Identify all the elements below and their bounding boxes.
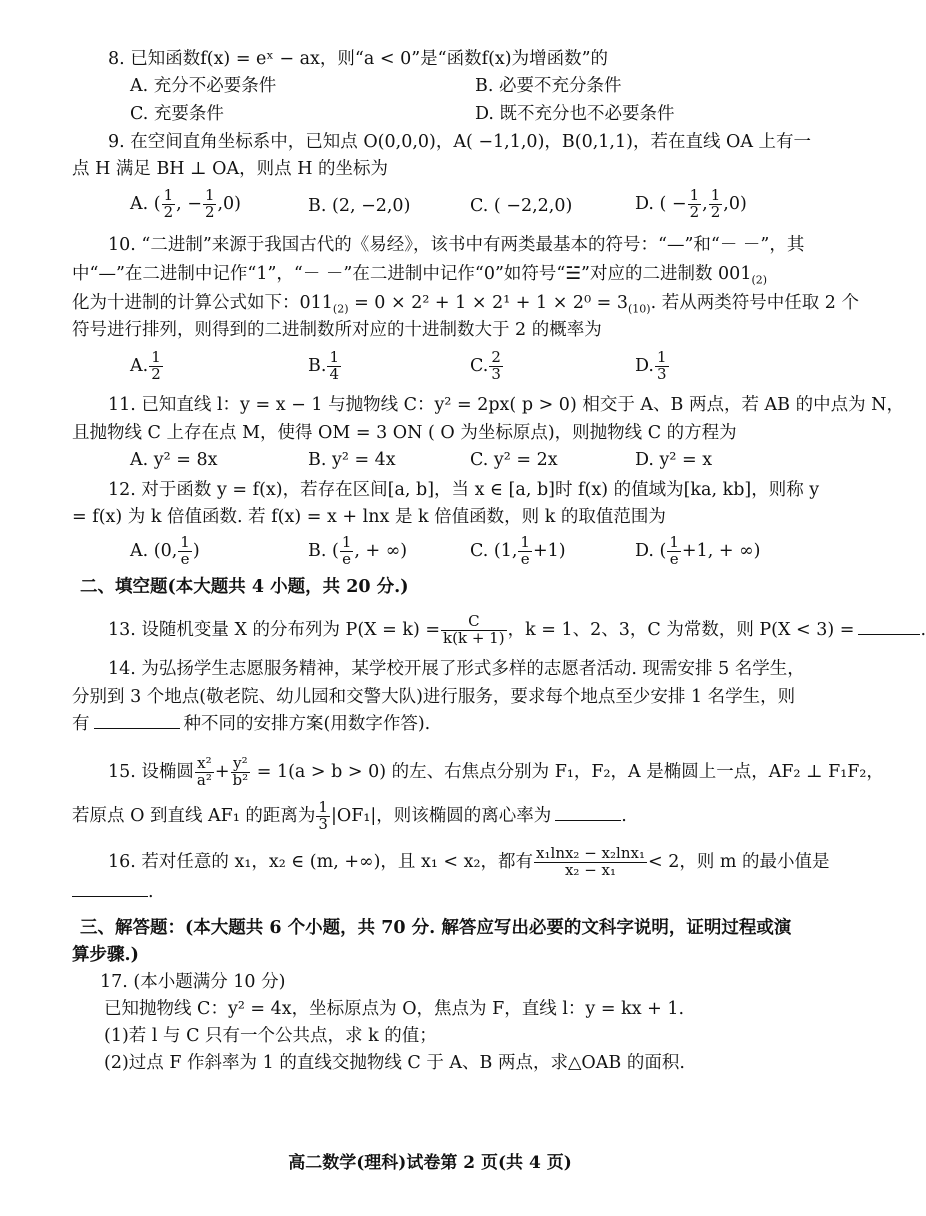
q11-option-b: B. y² = 4x — [308, 450, 396, 470]
q9-line1: 9. 在空间直角坐标系中，已知点 O(0,0,0)，A( −1,1,0)，B(0,1,1)，若在直线 OA 上有一 — [108, 132, 812, 152]
q13-answer-blank — [858, 616, 920, 635]
section-3-line2: 算步骤.) — [72, 945, 139, 965]
q16-frac-num: x₁lnx₂ − x₂lnx₁ — [536, 844, 645, 862]
q15-line2: 若原点 O 到直线 AF₁ 的距离为 $\frac{1}{3}$ |OF₁|，则该椭圆的离心率为 . — [72, 798, 627, 833]
q13-frac-den: k(k + 1) — [443, 628, 505, 647]
q16-line2: . — [72, 878, 154, 905]
q14-line3-a: 有 — [72, 714, 90, 734]
q10-option-b: B. $\frac{1}{4}$ — [308, 348, 339, 383]
q13: 13. 设随机变量 X 的分布列为 P(X = k) = $\frac{C}{k(k + 1)}$ ，k = 1、2、3，C 为常数，则 P(X < 3) = . — [108, 612, 926, 647]
q12-option-b: B. ( $\frac{1}{e}$ , + ∞) — [308, 533, 408, 568]
q9-option-b: B. (2, −2,0) — [308, 196, 411, 216]
q10-option-c: C. $\frac{2}{3}$ — [470, 348, 501, 383]
q10-line2-sub: (2) — [751, 273, 768, 287]
q10-line1: 10. “二进制”来源于我国古代的《易经》，该书中有两类最基本的符号：“—”和“－ －”，其 — [108, 235, 805, 255]
q8-option-a: A. 充分不必要条件 — [130, 76, 277, 96]
q15-text-b: = 1(a > b > 0) 的左、右焦点分别为 F₁，F₂，A 是椭圆上一点，AF₂ ⊥ F₁F₂， — [251, 761, 884, 782]
q10-option-d: D. $\frac{1}{3}$ — [635, 348, 667, 383]
q9-line2: 点 H 满足 BH ⊥ OA，则点 H 的坐标为 — [72, 159, 389, 179]
q15-text-d: |OF₁|，则该椭圆的离心率为 — [330, 805, 552, 826]
q11-line2: 且抛物线 C 上存在点 M，使得 OM = 3 ON ( O 为坐标原点)，则抛物线 C 的方程为 — [72, 423, 737, 443]
q13-frac-num: C — [441, 614, 507, 631]
q15-text-c: 若原点 O 到直线 AF₁ 的距离为 — [72, 805, 316, 826]
q10-option-a: A. $\frac{1}{2}$ — [130, 348, 161, 383]
q10-line2-text: 中“—”在二进制中记作“1”，“－ －”在二进制中记作“0”如符号“☱”对应的二进制数 001 — [72, 264, 752, 284]
q8-option-b: B. 必要不充分条件 — [475, 76, 622, 96]
q14-answer-blank — [94, 710, 180, 729]
q11-line1: 11. 已知直线 l：y = x − 1 与抛物线 C：y² = 2px( p > 0) 相交于 A、B 两点，若 AB 的中点为 N， — [108, 395, 904, 415]
q17-title: 17. (本小题满分 10 分) — [100, 972, 286, 992]
q14-line3 — [72, 710, 430, 737]
q16-answer-blank — [72, 878, 148, 897]
q13-text-b: ，k = 1、2、3，C 为常数，则 P(X < 3) = — [507, 619, 855, 640]
q16-text-a: 16. 若对任意的 x₁，x₂ ∈ (m, +∞)，且 x₁ < x₂，都有 — [108, 851, 534, 872]
q17-stem: 已知抛物线 C：y² = 4x，坐标原点为 O，焦点为 F，直线 l：y = kx + 1. — [104, 999, 685, 1019]
q9-option-a: A. ( $\frac{1}{2}$ , − $\frac{1}{2}$ ,0) — [130, 186, 242, 221]
q9-option-c: C. ( −2,2,0) — [470, 196, 573, 216]
q12-line1: 12. 对于函数 y = f(x)，若存在区间[a, b]，当 x ∈ [a, b]时 f(x) 的值域为[ka, kb]，则称 y — [108, 480, 820, 500]
q15-answer-blank — [555, 802, 621, 821]
q11-option-a: A. y² = 8x — [130, 450, 218, 470]
q10-line3-sub1: (2) — [332, 302, 349, 316]
q17-part1: (1)若 l 与 C 只有一个公共点，求 k 的值； — [104, 1026, 437, 1046]
q16-text-b: < 2，则 m 的最小值是 — [647, 851, 830, 872]
q15-text-a: 15. 设椭圆 — [108, 761, 194, 782]
q11-option-c: C. y² = 2x — [470, 450, 558, 470]
section-2-heading: 二、填空题(本大题共 4 小题，共 20 分.) — [80, 577, 409, 597]
q10-line4: 符号进行排列，则得到的二进制数所对应的十进制数大于 2 的概率为 — [72, 320, 602, 340]
q10-line2 — [72, 261, 767, 294]
q12-line2: = f(x) 为 k 倍值函数. 若 f(x) = x + lnx 是 k 倍值函数，则 k 的取值范围为 — [72, 507, 666, 527]
section-3-line1: 三、解答题：(本大题共 6 个小题，共 70 分. 解答应写出必要的文科字说明，证明过程或演 — [80, 918, 792, 938]
q10-line3-a: 化为十进制的计算公式如下：011 — [72, 293, 333, 313]
q8-option-d: D. 既不充分也不必要条件 — [475, 104, 675, 124]
q13-text-a: 13. 设随机变量 X 的分布列为 P(X = k) = — [108, 619, 441, 640]
q11-option-d: D. y² = x — [635, 450, 713, 470]
q10-line3-b: = 0 × 2² + 1 × 2¹ + 1 × 2⁰ = 3 — [348, 293, 629, 313]
q12-option-c: C. (1, $\frac{1}{e}$ +1) — [470, 533, 566, 568]
q12-option-d: D. ( $\frac{1}{e}$ +1, + ∞) — [635, 533, 761, 568]
q10-line3-c: . 若从两类符号中任取 2 个 — [650, 293, 859, 313]
q12-option-a: A. (0, $\frac{1}{e}$ ) — [130, 533, 200, 568]
q8-stem: 8. 已知函数f(x) = eˣ − ax，则“a < 0”是“函数f(x)为增函数”的 — [108, 49, 609, 69]
q14-line1: 14. 为弘扬学生志愿服务精神，某学校开展了形式多样的志愿者活动. 现需安排 5 名学生， — [108, 659, 805, 679]
q15-line1: 15. 设椭圆 $\frac{\text{x²}}{\text{a²}}$ + $\frac{\text{y²}}{\text{b²}}$ = 1(a > b > 0) 的左、右焦点分别为 F₁，F₂，A 是椭圆上一点，AF₂ ⊥ F₁F₂， — [108, 754, 884, 789]
q16-line1 — [108, 846, 830, 879]
q14-line3-b: 种不同的安排方案(用数字作答). — [183, 714, 431, 734]
page-footer: 高二数学(理科)试卷第 2 页(共 4 页) — [288, 1153, 572, 1173]
q8-option-c: C. 充要条件 — [130, 104, 224, 124]
q16-frac-den: x₂ − x₁ — [564, 860, 617, 879]
q17-part2: (2)过点 F 作斜率为 1 的直线交抛物线 C 于 A、B 两点，求△OAB 的面积. — [104, 1053, 685, 1073]
q10-line3-sub2: (10) — [628, 302, 651, 316]
q9-option-d: D. ( − $\frac{1}{2}$ , $\frac{1}{2}$ ,0) — [635, 186, 747, 221]
q14-line2: 分别到 3 个地点(敬老院、幼儿园和交警大队)进行服务，要求每个地点至少安排 1 名学生，则 — [72, 687, 796, 707]
